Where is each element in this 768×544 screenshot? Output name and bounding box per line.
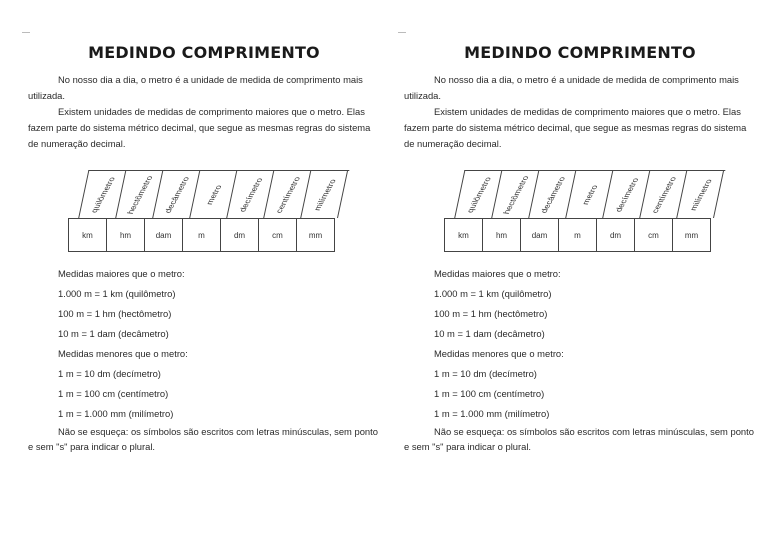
unit-symbol-cell: cm [259,219,297,251]
unit-symbol-cell: hm [107,219,145,251]
unit-symbol-cell: dm [597,219,635,251]
unit-name-label: decâmetro [538,176,568,214]
unit-name-label: centímetro [273,176,303,214]
unit-symbol-cell: dam [521,219,559,251]
unit-symbol-cell: m [183,219,221,251]
list-item: 1.000 m = 1 km (quilômetro) [434,288,552,299]
unit-symbol-cell: cm [635,219,673,251]
conversion-list [28,264,380,424]
worksheet-page-right [404,36,756,476]
intro-paragraph: Existem unidades de medidas de comprimento maiores que o metro. Elas fazem parte do sistema métrico decimal, que segue as mesmas regras do sistema de numeração decimal. [28,106,371,149]
unit-symbols-row [444,218,711,252]
unit-symbol-cell: mm [673,219,711,251]
unit-symbol-cell: km [445,219,483,251]
list-item: Medidas maiores que o metro: [434,268,561,279]
corner-mark [22,32,30,33]
unit-name-label: hectômetro [501,175,531,215]
unit-name-label: decâmetro [162,176,192,214]
note-paragraph: Não se esqueça: os símbolos são escritos com letras minúsculas, sem ponto e sem "s" para indicar o plural. [28,426,378,452]
list-item: 1 m = 100 cm (centímetro) [58,388,169,399]
unit-name-label: centímetro [649,176,679,214]
corner-mark [398,32,406,33]
list-item: 1 m = 1.000 mm (milímetro) [434,408,550,419]
unit-symbol-cell: hm [483,219,521,251]
list-item: Medidas maiores que o metro: [58,268,185,279]
intro-paragraph: Existem unidades de medidas de comprimento maiores que o metro. Elas fazem parte do sistema métrico decimal, que segue as mesmas regras do sistema de numeração decimal. [404,106,747,149]
page-title: MEDINDO COMPRIMENTO [88,43,320,62]
unit-symbol-cell: dm [221,219,259,251]
units-table [444,170,714,250]
unit-name-label: milímetro [688,178,714,212]
list-item: 100 m = 1 hm (hectômetro) [434,308,548,319]
intro-paragraph: No nosso dia a dia, o metro é a unidade de medida de comprimento mais utilizada. [28,74,363,101]
unit-name-label: quilômetro [89,176,118,214]
worksheet-page-left [28,36,380,476]
unit-symbol-cell: dam [145,219,183,251]
list-item: 1 m = 10 dm (decímetro) [434,368,537,379]
unit-symbols-row [68,218,335,252]
list-item: 1 m = 100 cm (centímetro) [434,388,545,399]
units-table [68,170,338,250]
unit-name-label: quilômetro [465,176,494,214]
unit-name-label: milímetro [312,178,338,212]
note-paragraph: Não se esqueça: os símbolos são escritos com letras minúsculas, sem ponto e sem "s" para indicar o plural. [404,426,754,452]
intro-paragraph: No nosso dia a dia, o metro é a unidade de medida de comprimento mais utilizada. [404,74,739,101]
unit-symbol-cell: km [69,219,107,251]
conversion-list [404,264,756,424]
unit-symbol-cell: m [559,219,597,251]
page-title: MEDINDO COMPRIMENTO [464,43,696,62]
list-item: 100 m = 1 hm (hectômetro) [58,308,172,319]
unit-name-label: metro [580,184,600,206]
list-item: 1.000 m = 1 km (quilômetro) [58,288,176,299]
list-item: 10 m = 1 dam (decâmetro) [434,328,545,339]
unit-name-label: metro [204,184,224,206]
list-item: 1 m = 1.000 mm (milímetro) [58,408,174,419]
list-item: 10 m = 1 dam (decâmetro) [58,328,169,339]
unit-name-label: decímetro [237,177,265,213]
list-item: Medidas menores que o metro: [58,348,188,359]
unit-symbol-cell: mm [297,219,335,251]
unit-name-label: hectômetro [125,175,155,215]
list-item: 1 m = 10 dm (decímetro) [58,368,161,379]
list-item: Medidas menores que o metro: [434,348,564,359]
unit-name-label: decímetro [613,177,641,213]
